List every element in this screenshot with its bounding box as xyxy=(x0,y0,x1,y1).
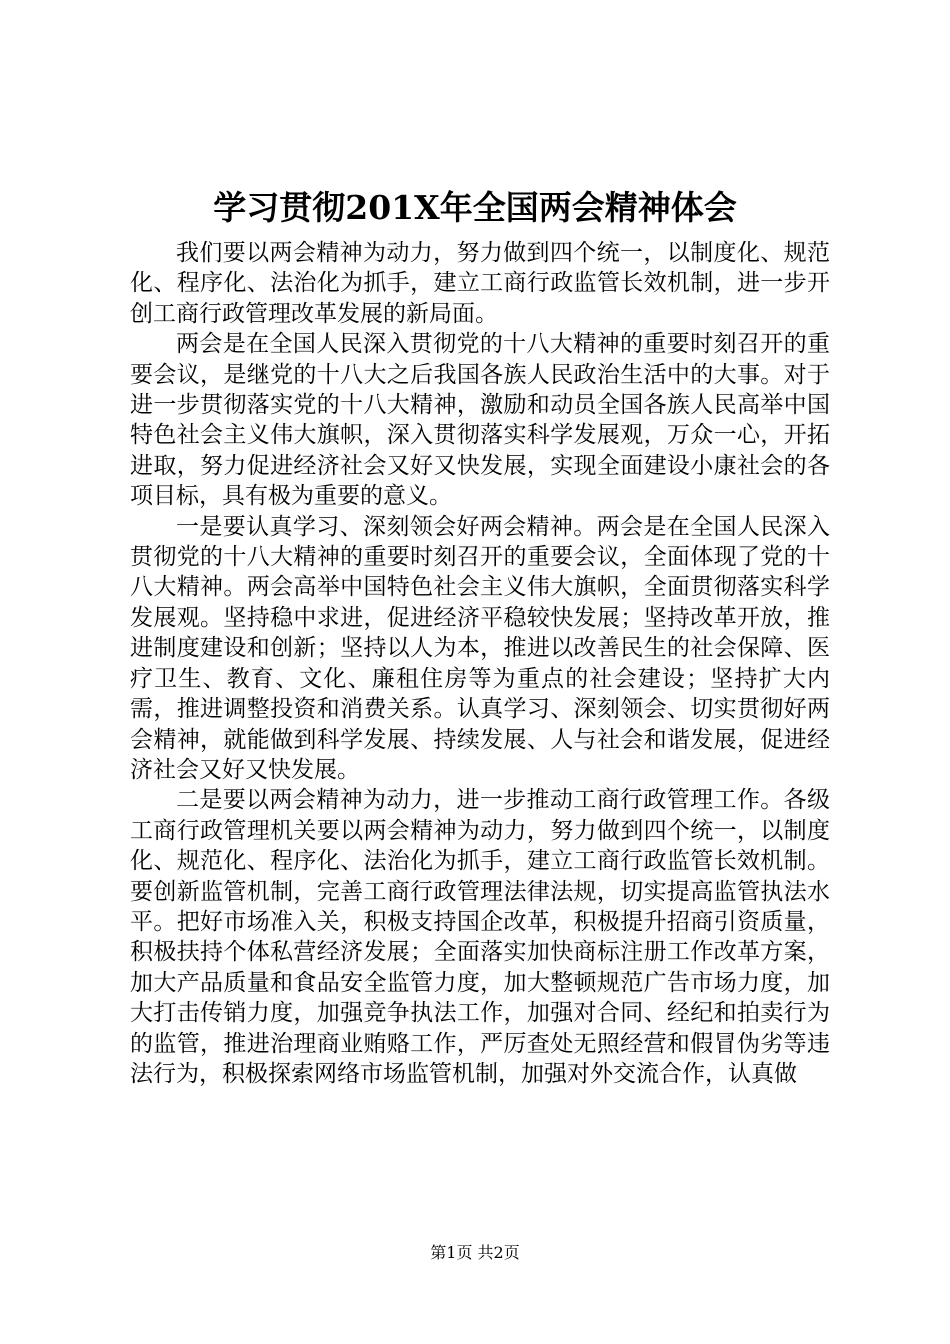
paragraph-3: 一是要认真学习、深刻领会好两会精神。两会是在全国人民深入贯彻党的十八大精神的重要时刻召开的重要会议，全面体现了党的十八大精神。两会高举中国特色社会主义伟大旗帜，全面贯彻落实科学发展观。坚持稳中求进，促进经济平稳较快发展；坚持改革开放，推进制度建设和创新；坚持以人为本，推进以改善民生的社会保障、医疗卫生、教育、文化、廉租住房等为重点的社会建设；坚持扩大内需，推进调整投资和消费关系。认真学习、深刻领会、切实贯彻好两会精神，就能做到科学发展、持续发展、人与社会和谐发展，促进经济社会又好又快发展。 xyxy=(130,513,830,783)
page-number-footer: 第1页 共2页 xyxy=(430,1243,520,1262)
document-title: 学习贯彻201X年全国两会精神体会 xyxy=(213,188,737,227)
document-body xyxy=(130,238,830,1089)
paragraph-2: 两会是在全国人民深入贯彻党的十八大精神的重要时刻召开的重要会议，是继党的十八大之后我国各族人民政治生活中的大事。对于进一步贯彻落实党的十八大精神，激励和动员全国各族人民高举中国特色社会主义伟大旗帜，深入贯彻落实科学发展观，万众一心，开拓进取，努力促进经济社会又好又快发展，实现全面建设小康社会的各项目标，具有极为重要的意义。 xyxy=(130,331,830,510)
paragraph-1: 我们要以两会精神为动力，努力做到四个统一，以制度化、规范化、程序化、法治化为抓手，建立工商行政监管长效机制，进一步开创工商行政管理改革发展的新局面。 xyxy=(130,240,830,327)
paragraph-4: 二是要以两会精神为动力，进一步推动工商行政管理工作。各级工商行政管理机关要以两会精神为动力，努力做到四个统一，以制度化、规范化、程序化、法治化为抓手，建立工商行政监管长效机制。要创新监管机制，完善工商行政管理法律法规，切实提高监管执法水平。把好市场准入关，积极支持国企改革，积极提升招商引资质量，积极扶持个体私营经济发展；全面落实加快商标注册工作改革方案，加大产品质量和食品安全监管力度，加大整顿规范广告市场力度，加大打击传销力度，加强竞争执法工作，加强对合同、经纪和拍卖行为的监管，推进治理商业贿赂工作，严厉查处无照经营和假冒伪劣等违法行为，积极探索网络市场监管机制，加强对外交流合作，认真做 xyxy=(130,787,830,1087)
